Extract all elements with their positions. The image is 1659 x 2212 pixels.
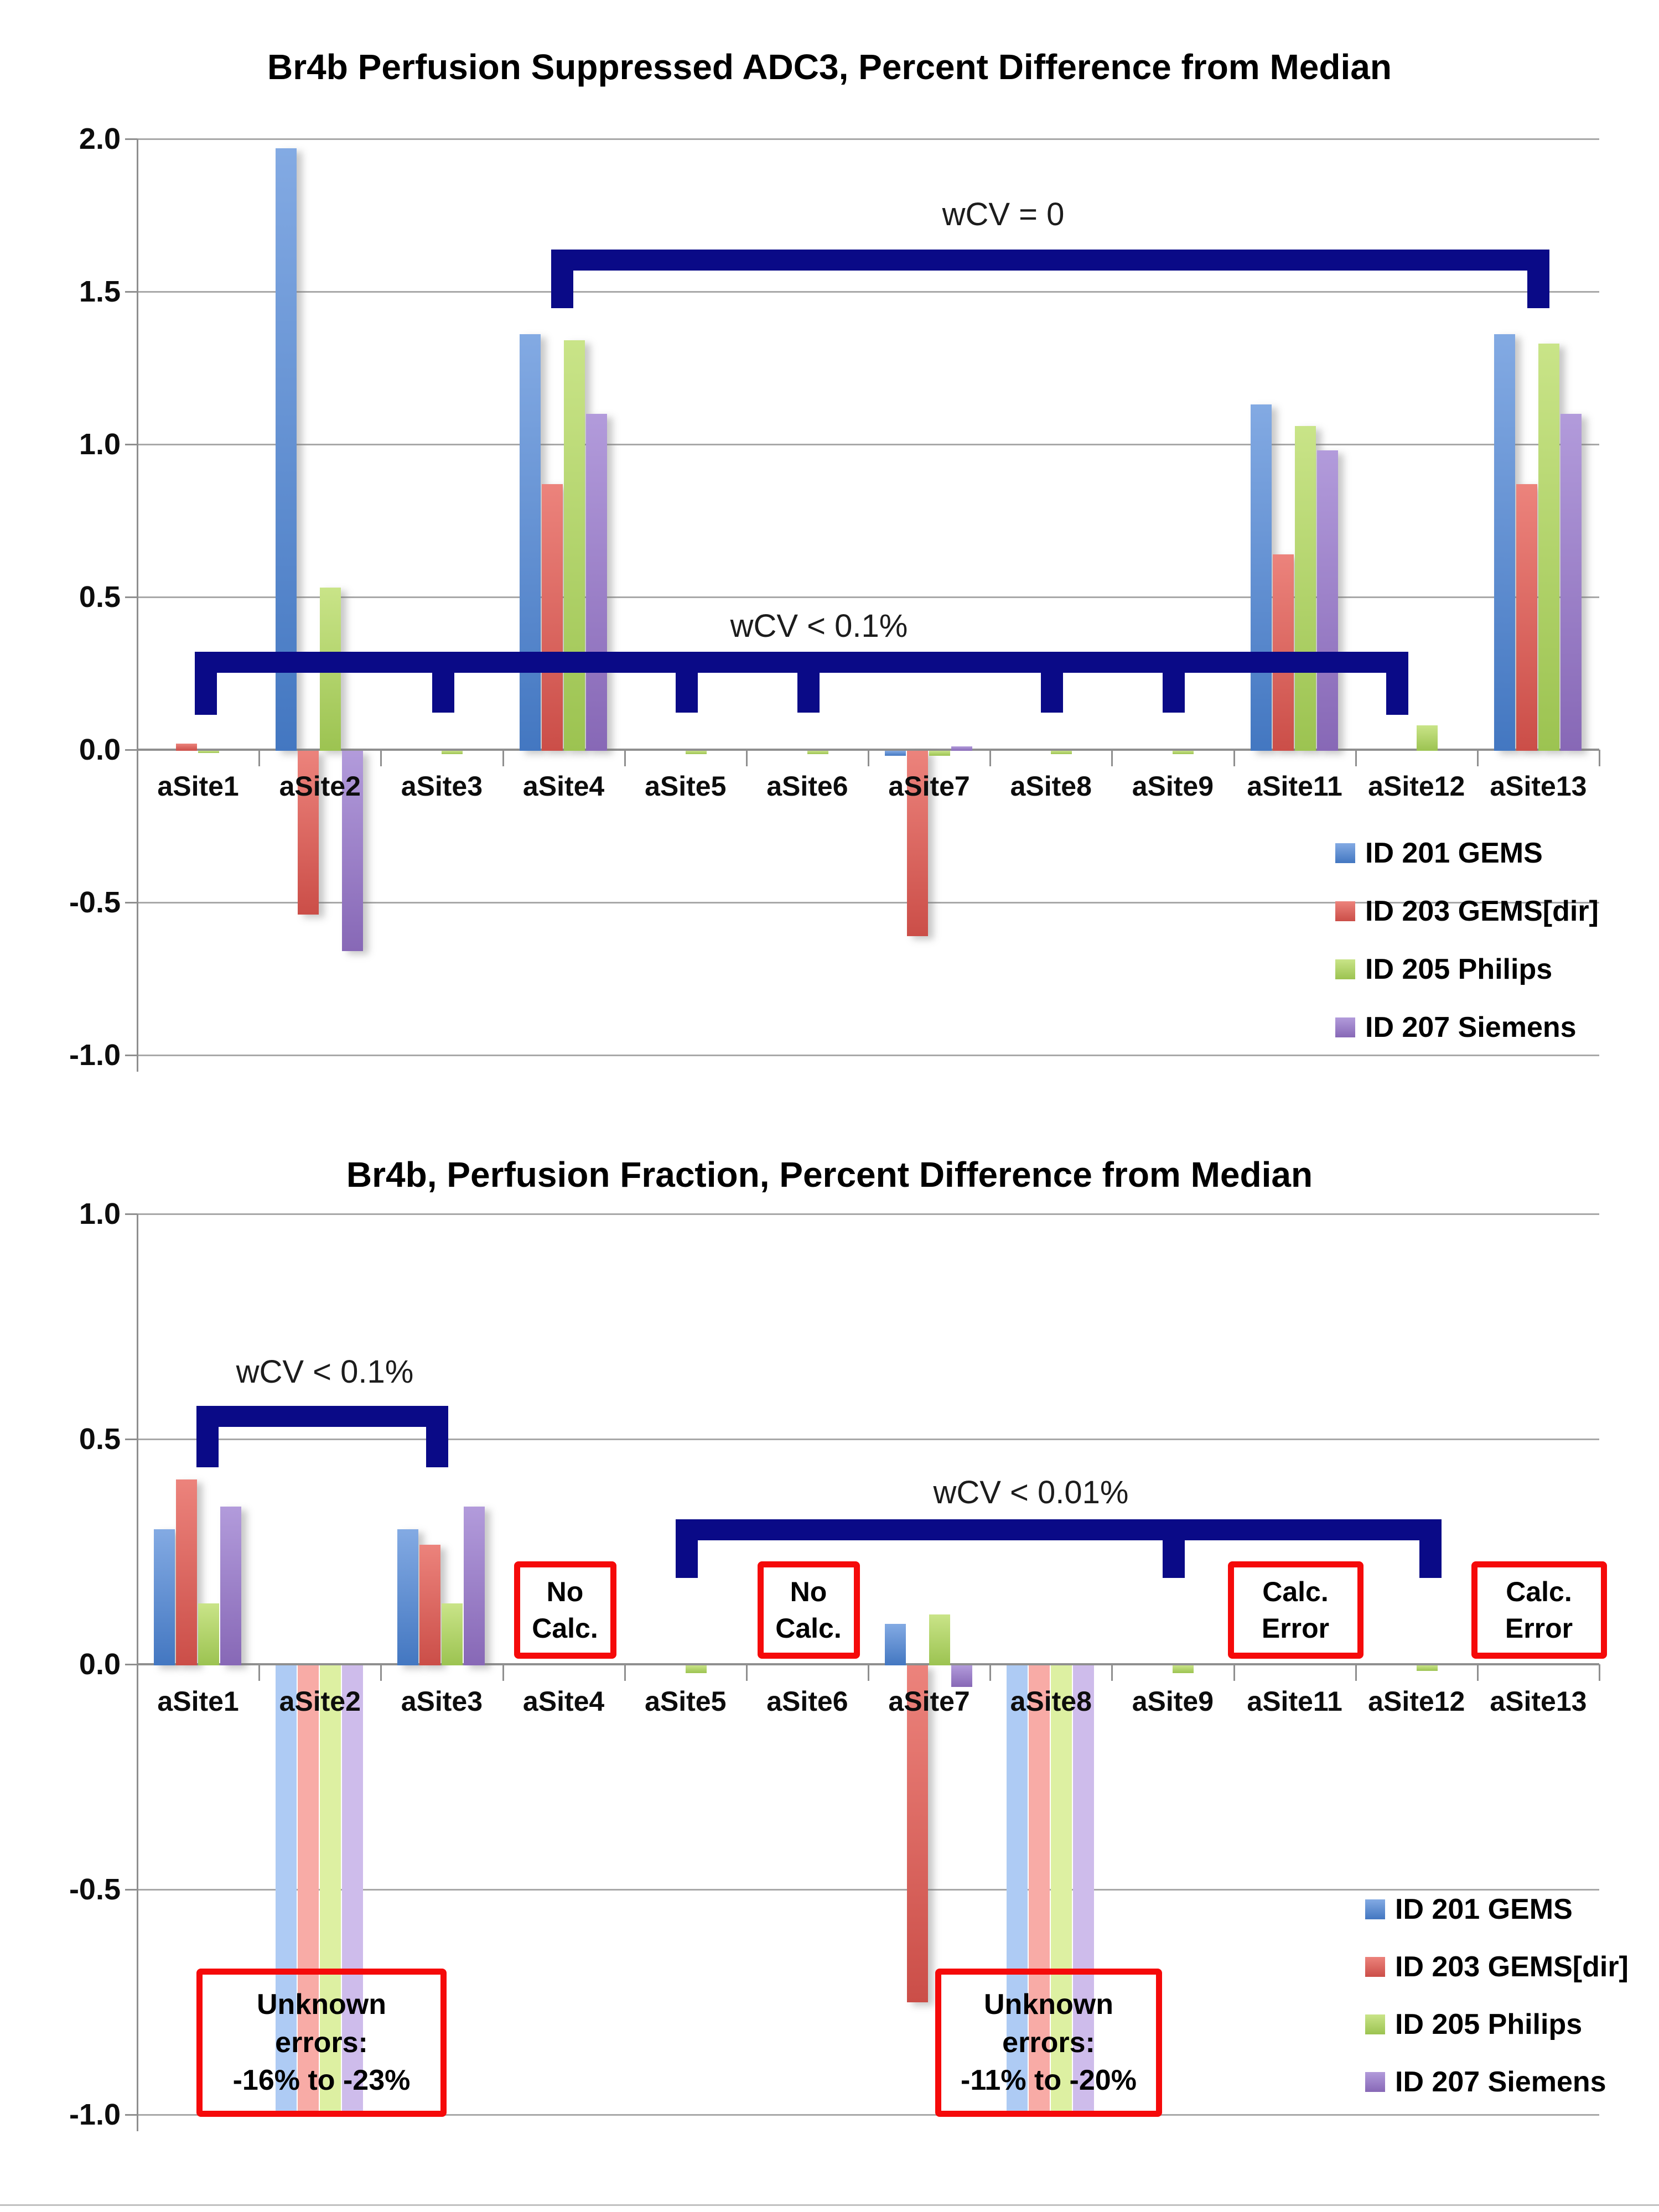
x-axis-tick [1233, 1664, 1235, 1681]
bar-blue-aSite11 [1251, 404, 1272, 751]
bracket-label: wCV < 0.01% [933, 1474, 1129, 1510]
category-label: aSite2 [279, 1686, 361, 1717]
legend-label: ID 201 GEMS [1395, 1893, 1573, 1925]
bar-green-aSite5 [686, 751, 707, 754]
category-label: aSite5 [645, 771, 727, 802]
legend-swatch-purple [1365, 2072, 1385, 2092]
x-axis-tick [380, 750, 382, 766]
x-axis-tick [989, 750, 991, 766]
bracket-tick [797, 672, 820, 713]
bracket-tick [1041, 672, 1063, 713]
x-axis-tick [1599, 1664, 1600, 1681]
category-label: aSite7 [888, 1686, 970, 1717]
bar-green-aSite6 [807, 751, 828, 754]
bar-blue-aSite7 [885, 751, 906, 756]
legend-swatch-red [1365, 1957, 1385, 1977]
y-axis-tick [125, 291, 137, 293]
category-label: aSite7 [888, 771, 970, 802]
x-axis-tick [1111, 1664, 1113, 1681]
bracket-tick [1419, 1539, 1442, 1578]
bracket-tick [1163, 672, 1185, 713]
category-label: aSite9 [1132, 771, 1214, 802]
bar-purple-aSite7 [951, 1665, 972, 1687]
gridline [137, 444, 1599, 445]
y-axis-tick [125, 749, 137, 751]
bar-green-aSite4 [564, 340, 585, 751]
legend-swatch-green [1365, 2014, 1385, 2034]
legend-label: ID 201 GEMS [1365, 837, 1543, 869]
x-axis-tick [868, 750, 869, 766]
x-axis-tick [746, 750, 748, 766]
y-axis-tick [125, 1664, 137, 1665]
callout-text-line: Calc. [1262, 1576, 1329, 1607]
bracket-tick [1163, 1539, 1185, 1578]
bracket-tick [676, 1539, 698, 1578]
callout-text-line: -16% to -23% [232, 2064, 411, 2097]
bracket-label: wCV < 0.1% [236, 1354, 414, 1390]
y-axis-tick [125, 596, 137, 598]
x-axis-tick [1477, 1664, 1479, 1681]
y-tick-label: 0.0 [79, 733, 121, 766]
legend-swatch-blue [1335, 843, 1355, 863]
category-label: aSite8 [1010, 771, 1092, 802]
bracket-tick [196, 1426, 219, 1467]
callout-text-line: errors: [1002, 2026, 1095, 2059]
category-label: aSite12 [1368, 771, 1465, 802]
y-axis-tick [125, 902, 137, 904]
category-label: aSite4 [522, 1686, 605, 1717]
category-label: aSite3 [401, 771, 483, 802]
bar-green-aSite12 [1417, 1665, 1438, 1671]
y-tick-label: -1.0 [69, 2098, 121, 2131]
callout-text-line: No [546, 1576, 584, 1607]
y-axis-tick [125, 1889, 137, 1891]
x-axis-tick [258, 750, 260, 766]
callout-text-line: Calc. [1506, 1576, 1572, 1607]
y-tick-label: -0.5 [69, 886, 121, 919]
bar-purple-aSite1 [220, 1507, 241, 1665]
x-axis-tick [137, 1664, 138, 1681]
x-axis-tick [1477, 750, 1479, 766]
bar-red-aSite1 [176, 744, 197, 751]
legend-label: ID 205 Philips [1365, 953, 1553, 985]
legend-label: ID 207 Siemens [1365, 1011, 1577, 1043]
x-axis-tick [380, 1664, 382, 1681]
bar-green-aSite3 [442, 751, 463, 754]
y-axis-tick [125, 444, 137, 445]
gridline [137, 138, 1599, 140]
bar-purple-aSite13 [1561, 414, 1582, 751]
x-axis-tick [502, 750, 504, 766]
bracket-tick [195, 672, 217, 715]
x-axis-tick [1233, 750, 1235, 766]
callout-text-line: Calc. [775, 1613, 842, 1644]
bracket-bar [676, 1519, 1442, 1540]
bracket-label: wCV = 0 [942, 196, 1065, 232]
category-label: aSite1 [157, 1686, 239, 1717]
bar-blue-aSite1 [154, 1529, 175, 1665]
gridline [137, 1055, 1599, 1056]
bracket-tick [551, 269, 573, 308]
category-label: aSite1 [157, 771, 239, 802]
x-axis-tick [137, 750, 138, 766]
bar-green-aSite12 [1417, 725, 1438, 751]
category-label: aSite11 [1247, 771, 1342, 802]
y-tick-label: 0.5 [79, 580, 121, 614]
x-axis-tick [624, 750, 626, 766]
gridline [137, 1439, 1599, 1440]
gridline [137, 291, 1599, 293]
bar-green-aSite1 [198, 751, 219, 753]
gridline [137, 1213, 1599, 1215]
y-axis-tick [125, 138, 137, 140]
bracket-tick [676, 672, 698, 713]
x-axis-tick [868, 1664, 869, 1681]
category-label: aSite6 [766, 771, 848, 802]
bracket-bar [196, 1406, 448, 1427]
category-label: aSite4 [522, 771, 605, 802]
category-label: aSite2 [279, 771, 361, 802]
bar-green-aSite7 [929, 751, 950, 756]
category-label: aSite9 [1132, 1686, 1214, 1717]
legend-label: ID 203 GEMS[dir] [1395, 1951, 1629, 1983]
legend-label: ID 207 Siemens [1395, 2066, 1606, 2098]
bracket-label: wCV < 0.1% [730, 608, 908, 644]
callout-text-line: errors: [275, 2026, 368, 2059]
y-tick-label: -1.0 [69, 1039, 121, 1072]
callout-text-line: Unknown [984, 1988, 1113, 2021]
legend-label: ID 203 GEMS[dir] [1365, 895, 1599, 927]
callout-text-line: -11% to -20% [961, 2064, 1137, 2097]
bracket-tick [432, 672, 454, 713]
bar-purple-aSite11 [1317, 450, 1338, 751]
bar-green-aSite11 [1295, 426, 1316, 751]
bracket-bar [195, 652, 1408, 673]
category-label: aSite13 [1490, 1686, 1587, 1717]
y-tick-label: -0.5 [69, 1873, 121, 1906]
callout-text-line: Unknown [257, 1988, 386, 2021]
y-tick-label: 0.0 [79, 1648, 121, 1681]
bar-purple-aSite4 [586, 414, 607, 751]
slide-edge-line [0, 2204, 1659, 2206]
category-label: aSite13 [1490, 771, 1587, 802]
chart-title: Br4b, Perfusion Fraction, Percent Difference from Median [346, 1155, 1313, 1195]
x-axis-tick [1599, 750, 1600, 766]
bar-purple-aSite7 [951, 746, 972, 751]
bracket-tick [1386, 672, 1408, 715]
legend-swatch-red [1335, 901, 1355, 921]
callout-text-line: No [790, 1576, 827, 1607]
bar-green-aSite9 [1173, 1665, 1194, 1673]
y-axis-tick [125, 1055, 137, 1056]
bar-red-aSite13 [1516, 484, 1537, 751]
legend-swatch-blue [1365, 1899, 1385, 1919]
bar-green-aSite13 [1538, 344, 1559, 751]
y-tick-label: 1.0 [79, 428, 121, 461]
x-axis-tick [624, 1664, 626, 1681]
callout-text-line: Calc. [532, 1613, 598, 1644]
x-axis-tick [746, 1664, 748, 1681]
bracket-bar [551, 250, 1549, 271]
bar-green-aSite1 [198, 1603, 219, 1665]
x-axis-tick [1355, 750, 1357, 766]
legend-label: ID 205 Philips [1395, 2008, 1583, 2040]
y-axis-tick [125, 2114, 137, 2116]
bar-blue-aSite4 [520, 334, 541, 751]
y-tick-label: 2.0 [79, 122, 121, 155]
y-tick-label: 0.5 [79, 1422, 121, 1456]
x-axis-tick [502, 1664, 504, 1681]
chart-title: Br4b Perfusion Suppressed ADC3, Percent Difference from Median [267, 47, 1392, 87]
callout-text-line: Error [1261, 1613, 1330, 1644]
x-axis-tick [1355, 1664, 1357, 1681]
category-label: aSite11 [1247, 1686, 1342, 1717]
y-tick-label: 1.5 [79, 275, 121, 308]
gridline [137, 596, 1599, 598]
y-axis-tick [125, 1213, 137, 1215]
legend-swatch-green [1335, 959, 1355, 979]
x-axis-tick [1111, 750, 1113, 766]
bar-red-aSite1 [176, 1479, 197, 1665]
x-axis-tick [989, 1664, 991, 1681]
bracket-tick [1527, 269, 1549, 308]
category-label: aSite6 [766, 1686, 848, 1717]
y-axis-tick [125, 1439, 137, 1440]
category-label: aSite5 [645, 1686, 727, 1717]
category-label: aSite12 [1368, 1686, 1465, 1717]
x-axis-tick [258, 1664, 260, 1681]
bracket-tick [426, 1426, 448, 1467]
y-axis-line [137, 139, 138, 1072]
bar-green-aSite8 [1051, 751, 1072, 754]
bar-green-aSite9 [1173, 751, 1194, 754]
y-tick-label: 1.0 [79, 1197, 121, 1230]
bar-blue-aSite13 [1494, 334, 1515, 751]
category-label: aSite8 [1010, 1686, 1092, 1717]
callout-text-line: Error [1505, 1613, 1573, 1644]
legend-swatch-purple [1335, 1017, 1355, 1037]
category-label: aSite3 [401, 1686, 483, 1717]
bar-green-aSite5 [686, 1665, 707, 1673]
